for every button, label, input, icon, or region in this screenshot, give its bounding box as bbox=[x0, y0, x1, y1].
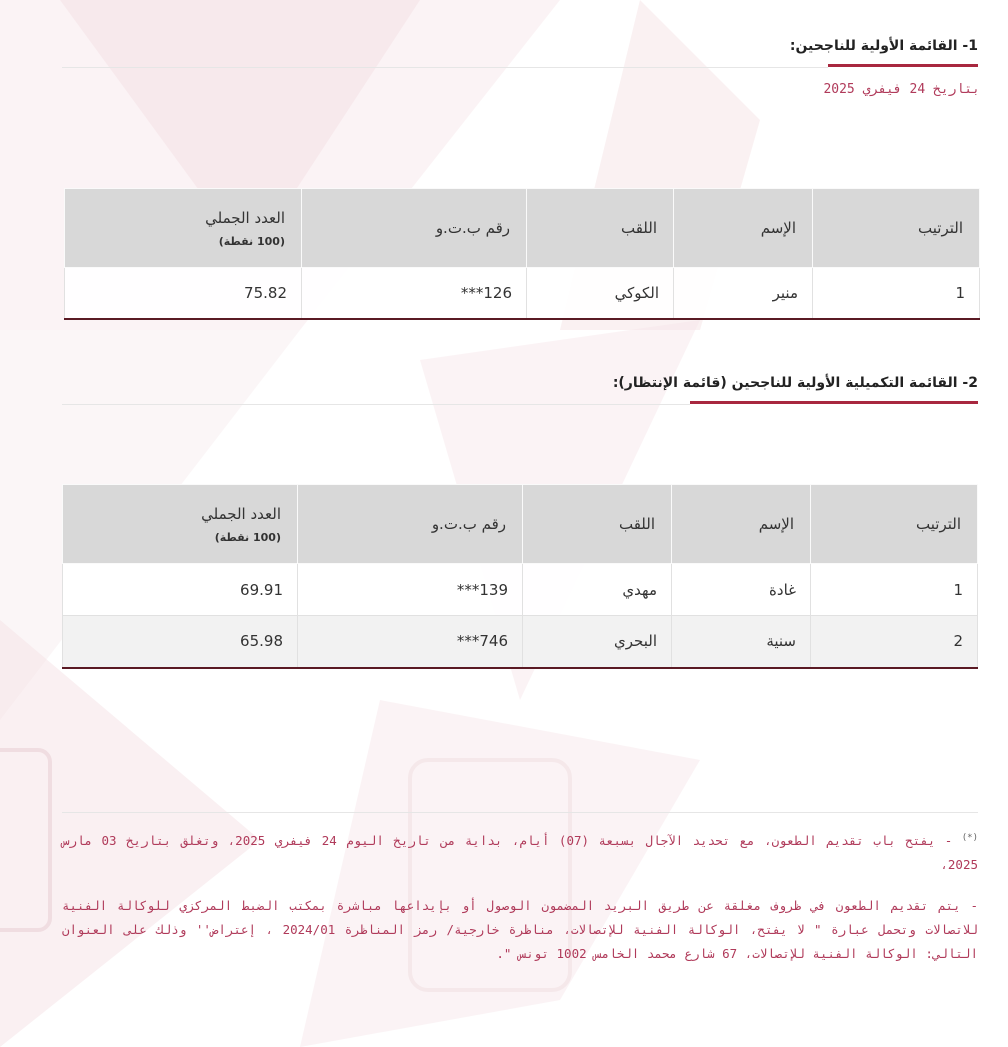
header-total-sub: (100 نقطة) bbox=[218, 234, 285, 248]
cell-id: 746*** bbox=[298, 616, 523, 668]
header-last-name: اللقب bbox=[527, 189, 674, 268]
cell-rank: 1 bbox=[811, 564, 978, 616]
header-id: رقم ب.ت.و bbox=[302, 189, 527, 268]
header-total bbox=[65, 189, 302, 268]
note-appeal-submission bbox=[62, 894, 978, 966]
cell-first-name: غادة bbox=[672, 564, 811, 616]
cell-rank: 1 bbox=[813, 268, 980, 319]
header-last-name: اللقب bbox=[523, 485, 672, 564]
note-appeal-submission-text: - يتم تقديم الطعون في ظروف مغلقة عن طريق البريد المضمون الوصول أو بإيداعها مباشرة بمكتب الضبط المركزي للوكالة الفنية للاتصالات وتحمل عبارة " لا يفتح، الوكالة الفنية للإتصالات، مناظرة خارجية/ رمز المناظرة 2024/01 ، إعتراض'' وذلك على العنوان التالي: الوكالة الفنية للإتصالات، 67 شارع محمد الخامس 1002 تونس ". bbox=[62, 898, 978, 961]
table-primary-list bbox=[64, 188, 980, 320]
section1-rule bbox=[62, 67, 828, 68]
cell-total: 69.91 bbox=[63, 564, 298, 616]
header-rank: الترتيب bbox=[813, 189, 980, 268]
header-first-name: الإسم bbox=[674, 189, 813, 268]
header-total-label: العدد الجملي bbox=[205, 208, 285, 227]
table-row bbox=[65, 268, 980, 319]
table-header-row bbox=[65, 189, 980, 268]
header-id: رقم ب.ت.و bbox=[298, 485, 523, 564]
footnote-rule bbox=[62, 812, 978, 813]
note-marker: (*) bbox=[961, 833, 978, 843]
cell-rank: 2 bbox=[811, 616, 978, 668]
cell-last-name: البحري bbox=[523, 616, 672, 668]
section1-title-underline bbox=[828, 64, 978, 67]
header-total bbox=[63, 485, 298, 564]
cell-first-name: سنية bbox=[672, 616, 811, 668]
note-appeal-period-text: - يفتح باب تقديم الطعون، مع تحديد الآجال بسبعة (07) أيام، بداية من تاريخ اليوم 24 فيفري 2025، وتغلق بتاريخ 03 مارس 2025، bbox=[62, 833, 978, 873]
cell-last-name: الكوكي bbox=[527, 268, 674, 319]
header-total-label: العدد الجملي bbox=[201, 504, 281, 523]
section1-title: 1- القائمة الأولية للناجحين: bbox=[789, 38, 978, 54]
table-row bbox=[63, 564, 978, 616]
section2-title: 2- القائمة التكميلية الأولية للناجحين (قائمة الإنتظار): bbox=[612, 375, 978, 391]
header-total-sub: (100 نقطة) bbox=[214, 530, 281, 544]
section2-rule bbox=[62, 404, 690, 405]
header-first-name: الإسم bbox=[672, 485, 811, 564]
cell-id: 126*** bbox=[302, 268, 527, 319]
cell-total: 75.82 bbox=[65, 268, 302, 319]
cell-total: 65.98 bbox=[63, 616, 298, 668]
table-waiting-list bbox=[62, 484, 978, 669]
cell-last-name: مهدي bbox=[523, 564, 672, 616]
table-row bbox=[63, 616, 978, 668]
table-header-row bbox=[63, 485, 978, 564]
section2-title-underline bbox=[690, 401, 978, 404]
section1-date: بتاريخ 24 فيفري 2025 bbox=[823, 82, 980, 97]
header-rank: الترتيب bbox=[811, 485, 978, 564]
cell-id: 139*** bbox=[298, 564, 523, 616]
cell-first-name: منير bbox=[674, 268, 813, 319]
note-appeal-period bbox=[62, 826, 978, 877]
